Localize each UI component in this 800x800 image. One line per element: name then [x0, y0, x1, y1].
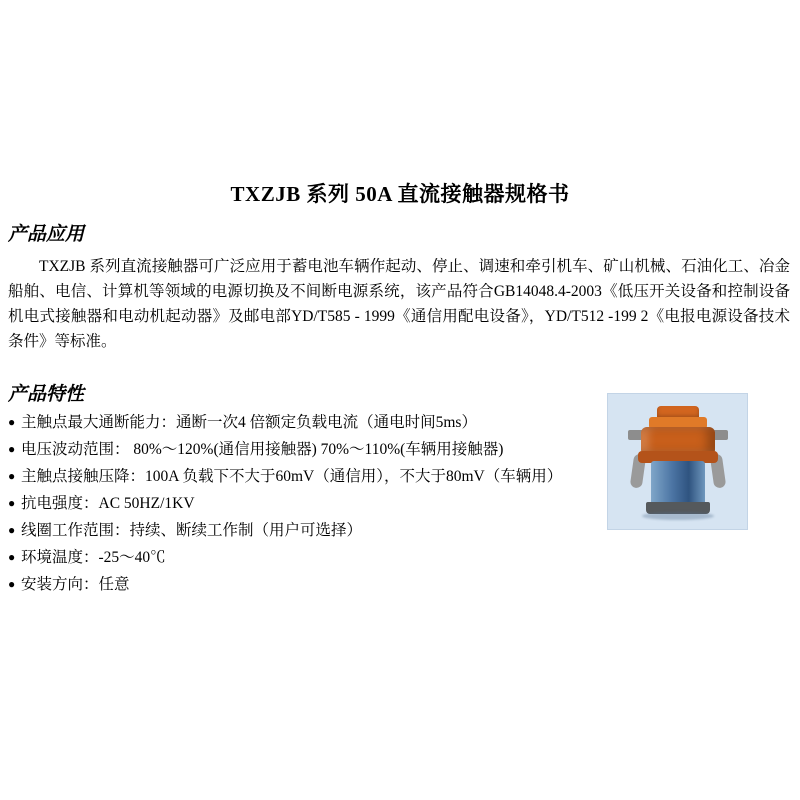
section-heading-features: 产品特性	[8, 384, 85, 405]
list-item	[8, 490, 568, 517]
list-item-label: 主触点接触压降：100A 负载下不大于60mV（通信用），不大于80mV（车辆用）	[21, 468, 563, 485]
page-title: TXZJB 系列 50A 直流接触器规格书	[230, 182, 570, 206]
device-coil-body	[651, 461, 705, 505]
application-paragraph: TXZJB 系列直流接触器可广泛应用于蓄电池车辆作起动、停止、调速和牵引机车、矿山机械、石油化工、冶金船舶、电信、计算机等领域的电源切换及不间断电源系统，该产品符合GB14048.4-2003《低压开关设备和控制设备机电式接触器和电动机起动器》及邮电部YD/T585 - 1999《通信用配电设备》，YD/T512 -199 2《电报电源设备技术条件》等标准。	[8, 258, 790, 350]
list-item-label: 线圈工作范围：持续、断续工作制（用户可选择）	[21, 522, 363, 539]
feature-list	[8, 409, 568, 598]
list-item	[8, 463, 568, 490]
list-item-label: 安装方向：任意	[21, 576, 130, 593]
product-photo	[607, 393, 748, 530]
bullet-icon: ●	[8, 496, 16, 510]
list-item	[8, 517, 568, 544]
list-item	[8, 436, 568, 463]
list-item-label: 环境温度：-25～40℃	[21, 549, 166, 566]
list-item	[8, 571, 568, 598]
list-item	[8, 544, 568, 571]
bullet-icon: ●	[8, 469, 16, 483]
list-item-label: 抗电强度：AC 50HZ/1KV	[21, 495, 195, 512]
list-item-label: 电压波动范围： 80%～120%(通信用接触器) 70%～110%(车辆用接触器)	[21, 441, 504, 458]
device-shadow	[642, 512, 714, 520]
dc-contactor-illustration	[608, 394, 747, 529]
section-heading-application: 产品应用	[8, 224, 85, 245]
device-housing-top	[641, 427, 715, 453]
bullet-icon: ●	[8, 523, 16, 537]
list-item-label: 主触点最大通断能力：通断一次4 倍额定负载电流（通电时间5ms）	[21, 414, 477, 431]
list-item	[8, 409, 568, 436]
bullet-icon: ●	[8, 415, 16, 429]
bullet-icon: ●	[8, 442, 16, 456]
bullet-icon: ●	[8, 577, 16, 591]
bullet-icon: ●	[8, 550, 16, 564]
